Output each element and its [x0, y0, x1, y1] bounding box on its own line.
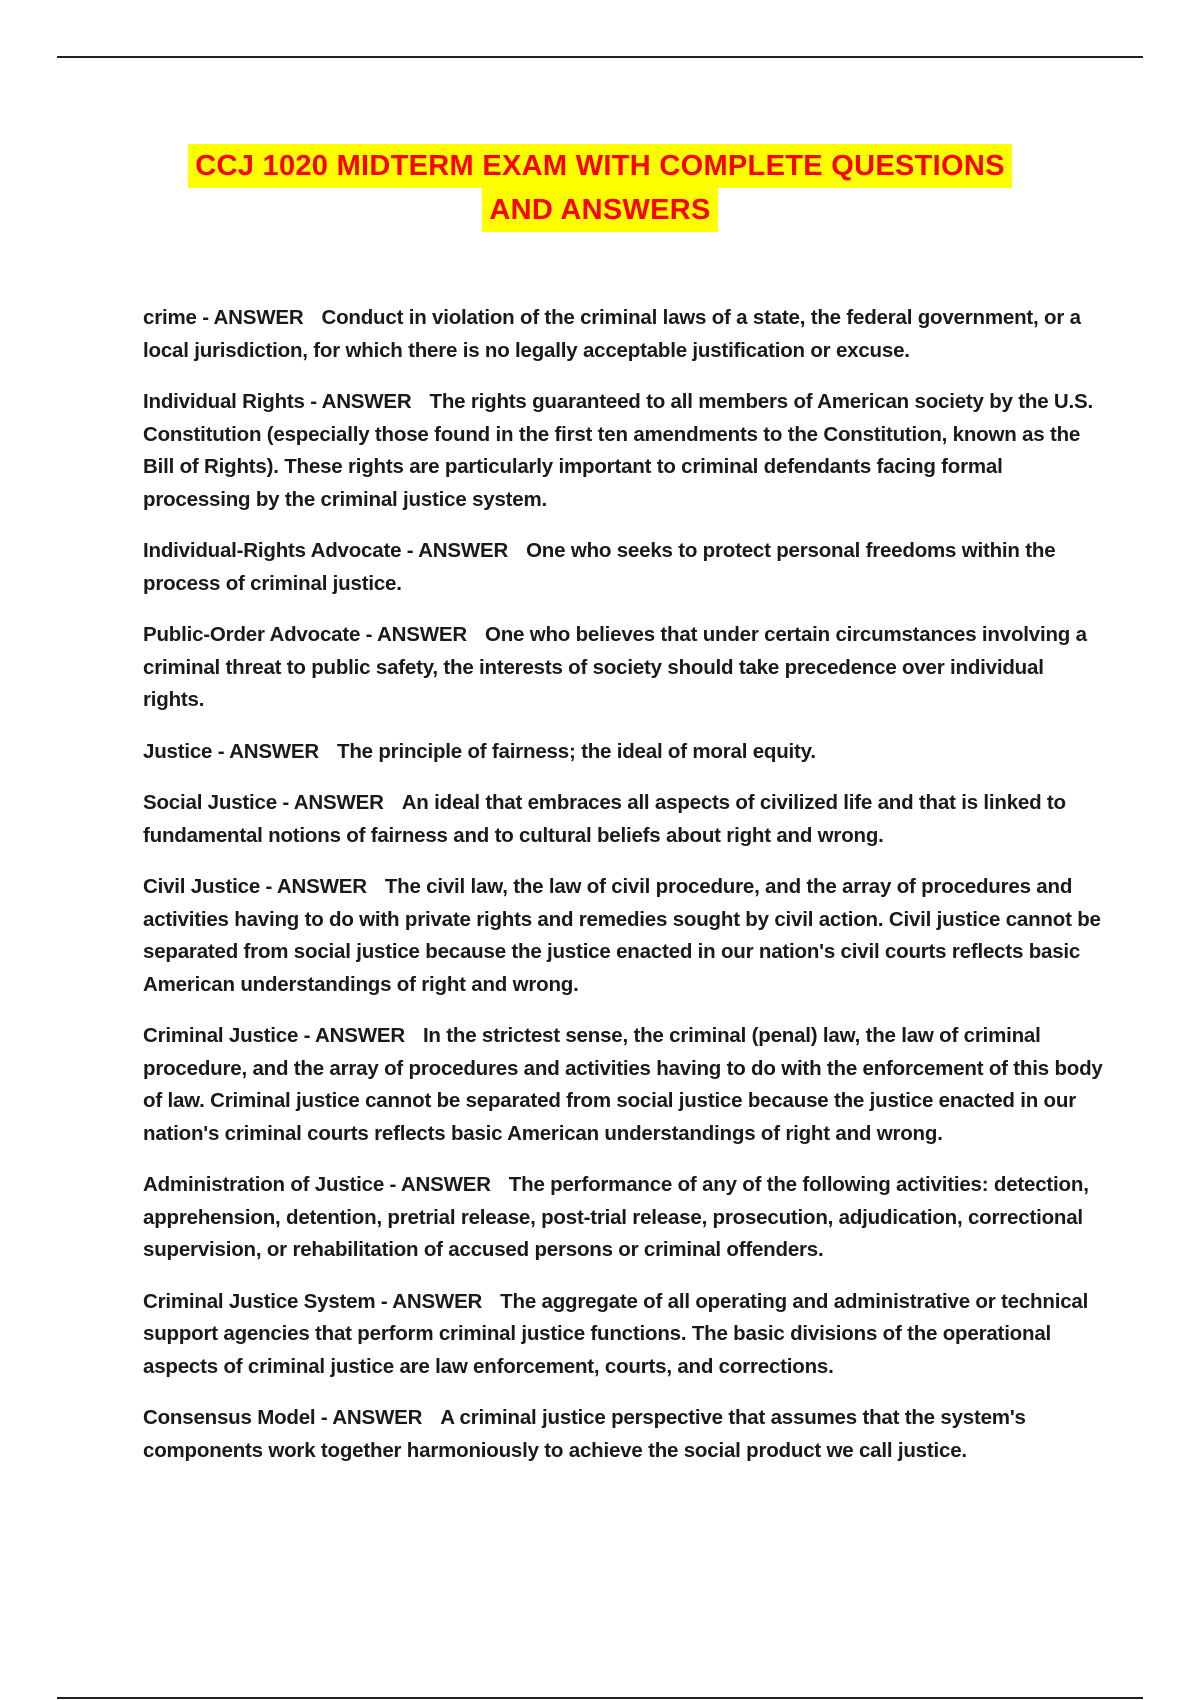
entry-term: Social Justice - ANSWER	[143, 791, 384, 814]
entry-definition: One who believes that under certain circumstances involving a criminal threat to public safety, the interests of society should take precedence over individual rights.	[143, 623, 1087, 711]
qa-list	[143, 302, 1103, 1486]
entry-definition: The aggregate of all operating and administrative or technical support agencies that perform criminal justice functions. The basic divisions of the operational aspects of criminal justice are law enforcement, courts, and corrections.	[143, 1289, 1089, 1378]
entry-term: Individual-Rights Advocate - ANSWER	[143, 539, 509, 562]
title-line-2: AND ANSWERS	[482, 188, 717, 232]
entry-term: Administration of Justice - ANSWER	[143, 1173, 491, 1196]
entry-definition: In the strictest sense, the criminal (penal) law, the law of criminal procedure, and the array of procedures and activities having to do with the enforcement of this body of law. Criminal justice cannot be separated from social justice because the justice enacted in our nation's criminal courts reflects basic American understandings of right and wrong.	[143, 1024, 1103, 1145]
entry-term: Justice - ANSWER	[143, 739, 320, 763]
entry-definition: Conduct in violation of the criminal laws of a state, the federal government, or a local jurisdiction, for which there is no legally acceptable justification or excuse.	[143, 306, 1081, 362]
entry-definition: The performance of any of the following activities: detection, apprehension, detention, pretrial release, post-trial release, prosecution, adjudication, correctional supervision, or rehabilitation of accused persons or criminal offenders.	[143, 1173, 1089, 1261]
entry-term: Criminal Justice System - ANSWER	[143, 1289, 483, 1313]
qa-entry	[143, 1286, 1103, 1384]
entry-term: Individual Rights - ANSWER	[143, 390, 412, 413]
qa-entry	[143, 1402, 1103, 1467]
entry-definition: An ideal that embraces all aspects of civilized life and that is linked to fundamental notions of fairness and to cultural beliefs about right and wrong.	[143, 791, 1066, 847]
entry-term: Public-Order Advocate - ANSWER	[143, 623, 467, 646]
document-title	[0, 144, 1200, 232]
title-line-1: CCJ 1020 MIDTERM EXAM WITH COMPLETE QUESTIONS	[188, 144, 1011, 188]
entry-definition: One who seeks to protect personal freedoms within the process of criminal justice.	[143, 539, 1056, 595]
footer-divider	[57, 1697, 1143, 1699]
entry-definition: A criminal justice perspective that assumes that the system's components work together harmoniously to achieve the social product we call justice.	[143, 1406, 1026, 1462]
entry-definition: The civil law, the law of civil procedure, and the array of procedures and activities having to do with private rights and remedies sought by civil action. Civil justice cannot be separated from social justice because the justice enacted in our nation's civil courts reflects basic American understandings of right and wrong.	[143, 875, 1101, 996]
qa-entry	[143, 871, 1103, 1001]
entry-term: crime - ANSWER	[143, 306, 304, 329]
entry-term: Consensus Model - ANSWER	[143, 1406, 423, 1429]
entry-term: Civil Justice - ANSWER	[143, 875, 367, 898]
qa-entry	[143, 1169, 1103, 1267]
qa-entry	[143, 302, 1103, 367]
entry-definition: The rights guaranteed to all members of American society by the U.S. Constitution (especially those found in the first ten amendments to the Constitution, known as the Bill of Rights). These rights are particularly important to criminal defendants facing formal processing by the criminal justice system.	[143, 390, 1093, 511]
qa-entry	[143, 787, 1103, 852]
entry-definition: The principle of fairness; the ideal of moral equity.	[337, 739, 816, 763]
entry-term: Criminal Justice - ANSWER	[143, 1024, 405, 1047]
qa-entry	[143, 619, 1103, 717]
qa-entry	[143, 1020, 1103, 1150]
qa-entry	[143, 386, 1103, 516]
qa-entry	[143, 535, 1103, 600]
qa-entry	[143, 736, 1103, 769]
header-divider	[57, 56, 1143, 58]
